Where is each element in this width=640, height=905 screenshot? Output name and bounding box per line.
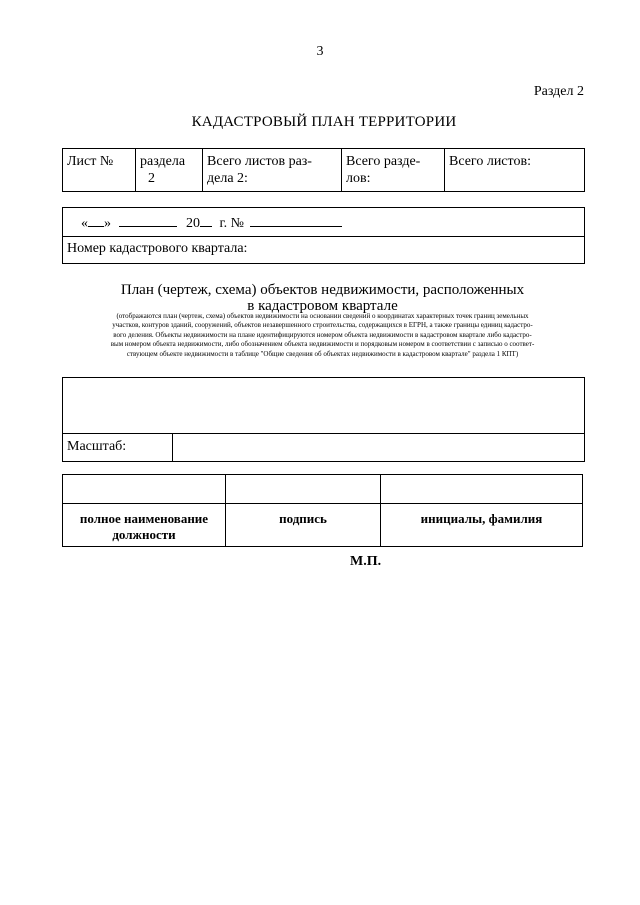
scale-row bbox=[63, 433, 584, 462]
month-blank bbox=[119, 214, 177, 227]
plan-note-line3: вого деления. Объекты недвижимости на плане идентифицируются номером объекта недвижимости в кадастровом квартале либо кадастро- bbox=[113, 330, 532, 339]
total-sheets-cell bbox=[445, 149, 585, 192]
quote-close: » bbox=[104, 216, 111, 231]
section-cell-label: раздела bbox=[140, 154, 186, 169]
signature-label-cell bbox=[226, 504, 381, 547]
date-row bbox=[63, 208, 584, 237]
plan-title-line1: План (чертеж, схема) объектов недвижимости, расположенных bbox=[120, 282, 525, 298]
sheet-info-table bbox=[62, 148, 585, 192]
plan-title-line2: в кадастровом квартале bbox=[247, 298, 398, 314]
plan-note-line5: ствующем объекте недвижимости в таблице "Общие сведения об объектах недвижимости в кадастровом квартале" раздела 1 КПТ) bbox=[126, 349, 519, 358]
signature-label: подпись bbox=[279, 511, 327, 526]
total-sheets-section-line1: Всего листов раз- bbox=[207, 154, 312, 169]
total-sections-line1: Всего разде- bbox=[346, 154, 421, 169]
plan-title bbox=[62, 282, 583, 314]
section-label: Раздел 2 bbox=[533, 84, 584, 99]
year-blank bbox=[200, 214, 212, 227]
total-sheets-section-line2: дела 2: bbox=[207, 171, 248, 186]
number-blank bbox=[250, 214, 342, 227]
section-cell bbox=[136, 149, 203, 192]
total-sheets-label: Всего листов: bbox=[449, 154, 531, 169]
name-fill-cell bbox=[381, 475, 583, 504]
total-sections-line2: лов: bbox=[346, 171, 371, 186]
scale-label: Масштаб: bbox=[67, 439, 127, 454]
position-label-line2: должности bbox=[112, 527, 176, 542]
signature-fill-cell bbox=[226, 475, 381, 504]
sheet-number-cell bbox=[63, 149, 136, 192]
date-quarter-block bbox=[62, 207, 585, 264]
quote-open: « bbox=[81, 216, 88, 231]
name-label-cell bbox=[381, 504, 583, 547]
number-label: г. № bbox=[219, 216, 245, 231]
form-title: КАДАСТРОВЫЙ ПЛАН ТЕРРИТОРИИ bbox=[191, 114, 457, 130]
stamp-label: М.П. bbox=[350, 554, 382, 569]
total-sections-cell bbox=[342, 149, 445, 192]
position-label-line1: полное наименование bbox=[79, 511, 209, 526]
position-label-cell bbox=[63, 504, 226, 547]
year-prefix: 20 bbox=[186, 216, 200, 231]
plan-note-line1: (отображаются план (чертеж, схема) объектов недвижимости на основании сведений о координатах характерных точек границ земельных bbox=[116, 312, 529, 320]
name-label: инициалы, фамилия bbox=[420, 511, 543, 526]
plan-drawing-box bbox=[62, 377, 585, 462]
section-cell-number: 2 bbox=[148, 171, 155, 186]
position-fill-cell bbox=[63, 475, 226, 504]
signature-table bbox=[62, 474, 583, 547]
total-sheets-section-cell bbox=[203, 149, 342, 192]
sheet-number-label: Лист № bbox=[67, 154, 114, 169]
day-blank bbox=[88, 214, 104, 227]
plan-note bbox=[62, 312, 583, 359]
scale-divider bbox=[172, 434, 173, 462]
plan-note-line4: вым номером объекта недвижимости, либо обозначением объекта недвижимости и порядковым номером в соответствии с записью о соответ- bbox=[110, 340, 535, 349]
plan-note-line2: участков, контуров зданий, сооружений, объектов незавершенного строительства, содержащихся в ЕГРН, а также границы единиц кадастро- bbox=[112, 321, 533, 330]
date-line bbox=[81, 214, 342, 232]
cadastral-quarter-label: Номер кадастрового квартала: bbox=[67, 241, 248, 256]
page-number: 3 bbox=[316, 44, 324, 59]
